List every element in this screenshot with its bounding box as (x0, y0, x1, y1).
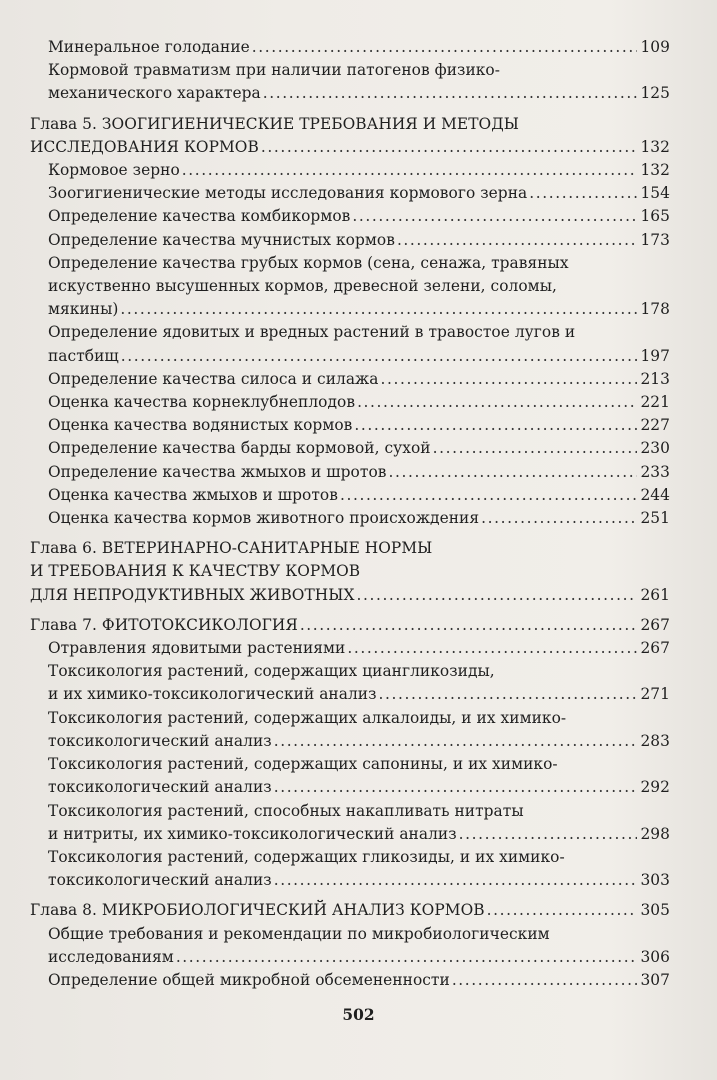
toc-entry-last-line (48, 437, 670, 460)
dot-leader (121, 345, 638, 368)
toc-entry-last-line (48, 36, 670, 59)
toc-entry-title-line: Определение общей микробной обсемененности (48, 970, 450, 989)
toc-entry-title-line: Токсикология растений, содержащих гликозиды, и их химико- (48, 847, 565, 866)
toc-entry-title-line: ДЛЯ НЕПРОДУКТИВНЫХ ЖИВОТНЫХ (30, 585, 355, 604)
toc-entry-title-line: Глава 6. ВЕТЕРИНАРНО-САНИТАРНЫЕ НОРМЫ (30, 539, 433, 558)
toc-page-number: 306 (640, 947, 670, 966)
toc-section-entry (30, 59, 670, 105)
toc-section-entry (30, 461, 670, 484)
toc-chapter-entry (30, 537, 670, 607)
toc-section-entry (30, 252, 670, 322)
toc-page-number: 109 (640, 38, 670, 56)
toc-entry-title-line: токсикологический анализ (48, 731, 272, 750)
dot-leader (357, 391, 637, 414)
toc-entry-title-line: Зоогигиенические методы исследования кормового зерна (48, 184, 528, 203)
toc-chapter-entry (30, 899, 670, 922)
toc-entry-title-line: Отравления ядовитыми растениями (48, 639, 346, 658)
toc-section-entry (30, 707, 670, 753)
toc-entry-title-line: Определение качества грубых кормов (сена, сенажа, травяных (48, 253, 569, 272)
toc-entry-last-line (48, 298, 670, 321)
toc-section-entry (30, 321, 670, 367)
toc-entry-last-line (30, 584, 670, 607)
toc-section-entry (30, 437, 670, 460)
dot-leader (388, 461, 637, 484)
toc-section-entry (30, 159, 670, 182)
toc-entry-title-line: исследованиям (48, 947, 174, 966)
toc-entry-last-line (48, 391, 670, 414)
toc-page-number: 227 (640, 416, 670, 435)
dot-leader (487, 899, 638, 922)
toc-page-number: 165 (640, 207, 670, 226)
toc-chapter-entry (30, 614, 670, 637)
toc-section-entry (30, 368, 670, 391)
toc-entry-last-line (48, 205, 670, 228)
toc-entry-last-line (30, 136, 670, 159)
toc-entry-title-line: Кормовое зерно (48, 161, 180, 180)
toc-entry-title-line: ИССЛЕДОВАНИЯ КОРМОВ (30, 137, 259, 156)
toc-section-entry (30, 391, 670, 414)
toc-entry-last-line (48, 182, 670, 205)
toc-entry-last-line (48, 730, 670, 753)
dot-leader (261, 136, 638, 159)
dot-leader (347, 637, 637, 660)
toc-section-entry (30, 923, 670, 969)
toc-entry-last-line (48, 484, 670, 507)
page-number: 502 (342, 1006, 375, 1024)
toc-entry-title-line: Определение качества комбикормов (48, 207, 351, 226)
dot-leader (397, 229, 638, 252)
dot-leader (433, 437, 638, 460)
toc-entry-last-line (48, 683, 670, 706)
dot-leader (274, 776, 638, 799)
toc-entry-title-line: Общие требования и рекомендации по микробиологическим (48, 924, 550, 943)
dot-leader (274, 730, 638, 753)
toc-section-entry (30, 229, 670, 252)
toc-page-number: 298 (640, 824, 670, 843)
toc-section-entry (30, 36, 670, 59)
dot-leader (300, 614, 638, 637)
toc-entry-last-line (48, 368, 670, 391)
toc-entry-title-line: токсикологический анализ (48, 871, 272, 890)
table-of-contents (30, 36, 670, 992)
toc-entry-title-line: Токсикология растений, способных накапливать нитраты (48, 801, 524, 820)
dot-leader (340, 484, 638, 507)
toc-page-number: 197 (640, 346, 670, 365)
dot-leader (263, 82, 638, 105)
toc-page-number: 283 (640, 731, 670, 750)
dot-leader (176, 946, 638, 969)
toc-entry-title-line: механического характера (48, 84, 261, 103)
toc-page-number: 221 (640, 393, 670, 412)
toc-page-number: 305 (640, 901, 670, 920)
toc-section-entry (30, 846, 670, 892)
toc-page-number: 132 (640, 137, 670, 156)
toc-page-number: 261 (640, 585, 670, 604)
toc-entry-title-line: Определение качества жмыхов и шротов (48, 462, 387, 481)
dot-leader (529, 182, 637, 205)
toc-section-entry (30, 660, 670, 706)
toc-entry-title-line: Оценка качества кормов животного происхождения (48, 509, 480, 528)
toc-page-number: 303 (640, 871, 670, 890)
toc-section-entry (30, 484, 670, 507)
toc-entry-title-line: Определение ядовитых и вредных растений в травостое лугов и (48, 323, 576, 342)
toc-entry-title-line: Определение качества барды кормовой, сухой (48, 439, 431, 458)
toc-entry-title-line: Минеральное голодание (48, 38, 250, 56)
toc-page-number: 173 (640, 230, 670, 249)
toc-entry-title-line: Оценка качества водянистых кормов (48, 416, 353, 435)
toc-entry-title-line: пастбищ (48, 346, 119, 365)
toc-entry-last-line (30, 899, 670, 922)
toc-entry-last-line (48, 507, 670, 530)
toc-page-number: 132 (640, 161, 670, 180)
toc-page-number: 251 (640, 509, 670, 528)
toc-section-entry (30, 800, 670, 846)
toc-entry-last-line (48, 345, 670, 368)
dot-leader (252, 36, 638, 59)
toc-entry-last-line (48, 159, 670, 182)
toc-page-number: 178 (640, 300, 670, 319)
toc-page-number: 233 (640, 462, 670, 481)
toc-entry-title-line: И ТРЕБОВАНИЯ К КАЧЕСТВУ КОРМОВ (30, 562, 361, 581)
dot-leader (352, 205, 637, 228)
toc-entry-title-line: Токсикология растений, содержащих циангликозиды, (48, 662, 495, 681)
toc-entry-title-line: Кормовой травматизм при наличии патогенов физико- (48, 61, 501, 80)
dot-leader (481, 507, 637, 530)
toc-entry-title-line: и их химико-токсикологический анализ (48, 685, 377, 704)
toc-page-number: 244 (640, 485, 670, 504)
toc-entry-last-line (48, 461, 670, 484)
toc-entry-title-line: и нитриты, их химико-токсикологический анализ (48, 824, 457, 843)
toc-section-entry (30, 205, 670, 228)
toc-section-entry (30, 637, 670, 660)
toc-entry-title-line: мякины) (48, 300, 119, 319)
toc-entry-title-line: Глава 5. ЗООГИГИЕНИЧЕСКИЕ ТРЕБОВАНИЯ И МЕТОДЫ (30, 114, 519, 133)
dot-leader (274, 869, 638, 892)
toc-page-number: 154 (640, 184, 670, 203)
toc-section-entry (30, 414, 670, 437)
toc-entry-last-line (48, 946, 670, 969)
toc-entry-title-line: Определение качества силоса и силажа (48, 369, 379, 388)
toc-entry-last-line (48, 637, 670, 660)
toc-entry-last-line (48, 869, 670, 892)
toc-section-entry (30, 182, 670, 205)
toc-entry-last-line (30, 614, 670, 637)
dot-leader (459, 823, 638, 846)
toc-entry-title-line: токсикологический анализ (48, 778, 272, 797)
toc-section-entry (30, 507, 670, 530)
dot-leader (379, 683, 638, 706)
toc-page-number: 292 (640, 778, 670, 797)
toc-entry-title-line: Глава 7. ФИТОТОКСИКОЛОГИЯ (30, 615, 298, 634)
toc-section-entry (30, 753, 670, 799)
toc-entry-title-line: Оценка качества корнеклубнеплодов (48, 393, 356, 412)
toc-page-number: 213 (640, 369, 670, 388)
toc-chapter-entry (30, 113, 670, 159)
toc-page-number: 125 (640, 84, 670, 103)
toc-entry-title-line: Токсикология растений, содержащих сапонины, и их химико- (48, 755, 558, 774)
toc-entry-last-line (48, 823, 670, 846)
toc-entry-last-line (48, 229, 670, 252)
toc-entry-last-line (48, 414, 670, 437)
toc-entry-title-line: Определение качества мучнистых кормов (48, 230, 395, 249)
toc-page-number: 230 (640, 439, 670, 458)
toc-page-number: 307 (640, 970, 670, 989)
dot-leader (452, 969, 638, 992)
toc-entry-last-line (48, 776, 670, 799)
toc-entry-last-line (48, 969, 670, 992)
dot-leader (120, 298, 637, 321)
toc-entry-title-line: Токсикология растений, содержащих алкалоиды, и их химико- (48, 708, 567, 727)
toc-section-entry (30, 969, 670, 992)
toc-page-number: 267 (640, 615, 670, 634)
dot-leader (356, 584, 637, 607)
toc-entry-title-line: искуственно высушенных кормов, древесной зелени, соломы, (48, 277, 557, 296)
dot-leader (182, 159, 638, 182)
toc-entry-title-line: Оценка качества жмыхов и шротов (48, 485, 338, 504)
dot-leader (354, 414, 637, 437)
toc-entry-title-line: Глава 8. МИКРОБИОЛОГИЧЕСКИЙ АНАЛИЗ КОРМОВ (30, 901, 485, 920)
toc-page-number: 271 (640, 685, 670, 704)
toc-page-number: 267 (640, 639, 670, 658)
dot-leader (381, 368, 638, 391)
toc-entry-last-line (48, 82, 670, 105)
